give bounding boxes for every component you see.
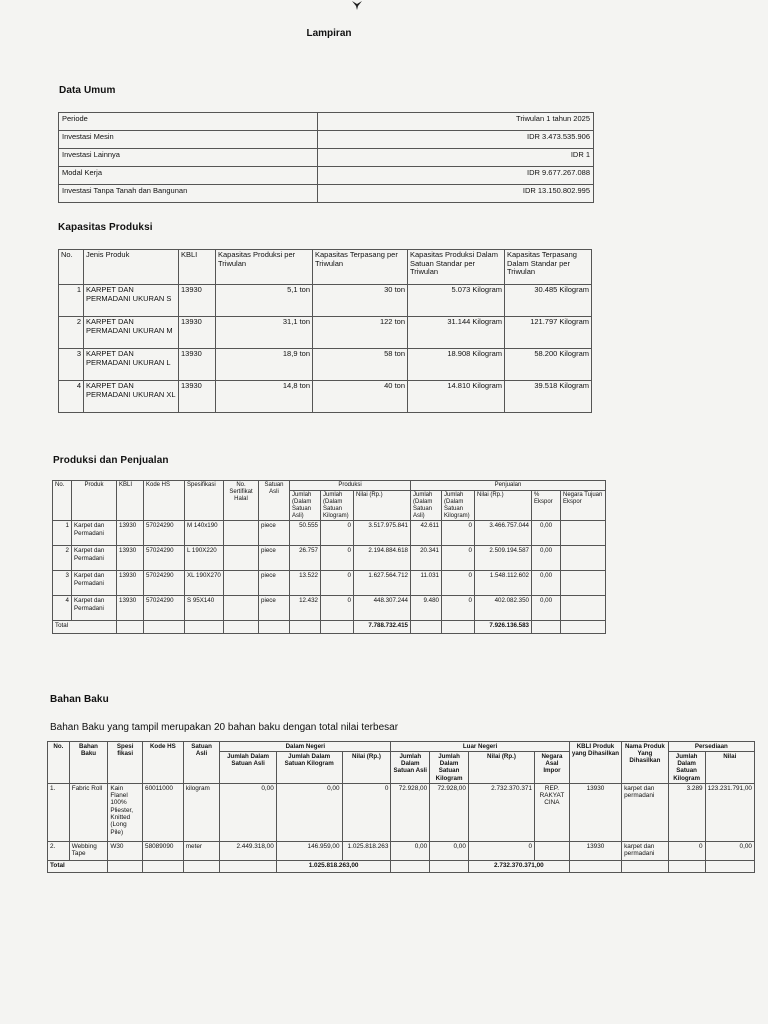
table-cell: kilogram — [183, 783, 220, 841]
table-cell: 30.485 Kilogram — [505, 285, 592, 317]
table-cell: 2.509.194.587 — [475, 546, 532, 571]
table-cell: 1.025.818.263 — [342, 841, 391, 860]
table-cell: 13930 — [117, 596, 144, 621]
table-cell — [224, 571, 259, 596]
table-cell: 58089090 — [143, 841, 184, 860]
table-row — [59, 149, 594, 167]
column-header: Kapasitas Produksi Dalam Satuan Standar per Triwulan — [408, 250, 505, 285]
column-header: Kapasitas Terpasang per Triwulan — [313, 250, 408, 285]
table-cell: M 140x190 — [185, 521, 224, 546]
column-header: No. — [48, 742, 70, 784]
table-cell: L 190X220 — [185, 546, 224, 571]
table-cell: 123.231.791,00 — [705, 783, 754, 841]
table-cell: 402.082.350 — [475, 596, 532, 621]
label-cell: Periode — [59, 113, 318, 131]
table-cell: 0,00 — [705, 841, 754, 860]
table-row — [59, 317, 592, 349]
table-cell: piece — [259, 546, 290, 571]
table-cell: 146.959,00 — [276, 841, 342, 860]
total-label: Total — [48, 860, 108, 872]
table-cell: 0,00 — [532, 546, 561, 571]
value-cell: IDR 1 — [318, 149, 594, 167]
value-cell: IDR 13.150.802.995 — [318, 185, 594, 203]
column-header: KBLI Produk yang Dihasilkan — [569, 742, 621, 784]
table-cell: 4 — [53, 596, 72, 621]
column-header: Jumlah (Dalam Satuan Asli) — [290, 490, 321, 521]
total-penjualan: 7.926.136.583 — [475, 621, 532, 634]
table-row — [48, 841, 755, 860]
table-cell: KARPET DAN PERMADANI UKURAN M — [84, 317, 179, 349]
label-cell: Investasi Lainnya — [59, 149, 318, 167]
column-header: Spesifikasi — [185, 481, 224, 521]
table-row — [59, 185, 594, 203]
table-cell: Karpet dan Permadani — [72, 546, 117, 571]
table-cell: 0 — [442, 521, 475, 546]
table-cell — [561, 521, 606, 546]
table-cell: 13930 — [117, 546, 144, 571]
table-cell: 0 — [342, 783, 391, 841]
table-row — [53, 596, 606, 621]
table-cell: 0 — [321, 571, 354, 596]
table-cell: 50.555 — [290, 521, 321, 546]
table-cell: 2.194.884.618 — [354, 546, 411, 571]
table-cell: 0 — [468, 841, 534, 860]
value-cell: IDR 3.473.535.906 — [318, 131, 594, 149]
table-row — [53, 571, 606, 596]
table-cell: 0 — [442, 596, 475, 621]
column-header: No. — [59, 250, 84, 285]
table-row — [53, 521, 606, 546]
table-cell: 13930 — [179, 317, 216, 349]
table-cell: 0,00 — [220, 783, 276, 841]
table-cell: 4 — [59, 381, 84, 413]
table-cell: XL 190X270 — [185, 571, 224, 596]
table-cell: 42.611 — [411, 521, 442, 546]
table-cell: 72.928,00 — [391, 783, 430, 841]
table-cell: 26.757 — [290, 546, 321, 571]
table-cell: Karpet dan Permadani — [72, 596, 117, 621]
table-cell: 0 — [442, 571, 475, 596]
table-cell: 13930 — [179, 285, 216, 317]
table-cell: 3 — [59, 349, 84, 381]
table-cell: 18,9 ton — [216, 349, 313, 381]
table-cell: 2.732.370.371 — [468, 783, 534, 841]
table-cell: 0 — [442, 546, 475, 571]
table-cell: 0 — [321, 546, 354, 571]
table-cell: Kain Flanel 100% Pliester, Knitted (Long Pile) — [108, 783, 143, 841]
table-cell: Karpet dan Permadani — [72, 521, 117, 546]
table-cell: 14,8 ton — [216, 381, 313, 413]
column-header: % Ekspor — [532, 490, 561, 521]
table-cell: 57024290 — [144, 546, 185, 571]
table-cell: 2. — [48, 841, 70, 860]
table-cell: 13930 — [117, 571, 144, 596]
column-header: Jenis Produk — [84, 250, 179, 285]
table-cell — [561, 546, 606, 571]
table-row — [53, 546, 606, 571]
table-row — [59, 381, 592, 413]
header-row — [48, 742, 755, 752]
column-header: Nilai (Rp.) — [475, 490, 532, 521]
table-cell: REP. RAKYAT CINA — [535, 783, 570, 841]
table-cell: piece — [259, 571, 290, 596]
table-row — [48, 783, 755, 841]
table-row — [59, 285, 592, 317]
column-group-header: Luar Negeri — [391, 742, 569, 752]
header-row — [53, 481, 606, 491]
table-cell: 40 ton — [313, 381, 408, 413]
table-cell: Webbing Tape — [69, 841, 108, 860]
column-header: Nilai (Rp.) — [468, 752, 534, 784]
table-cell: 121.797 Kilogram — [505, 317, 592, 349]
kapasitas-table — [58, 249, 592, 413]
bahan-baku-table — [47, 741, 755, 873]
table-cell: 122 ton — [313, 317, 408, 349]
table-cell: 448.307.244 — [354, 596, 411, 621]
column-header: KBLI — [179, 250, 216, 285]
heading-kapasitas: Kapasitas Produksi — [58, 222, 153, 233]
label-cell: Investasi Tanpa Tanah dan Bangunan — [59, 185, 318, 203]
column-header: Kode HS — [143, 742, 184, 784]
table-cell: 0 — [321, 596, 354, 621]
table-cell: 0 — [668, 841, 705, 860]
table-row — [59, 113, 594, 131]
table-cell: 0,00 — [391, 841, 430, 860]
total-dalam-negeri: 1.025.818.263,00 — [276, 860, 391, 872]
table-cell: Karpet dan Permadani — [72, 571, 117, 596]
column-group-header: Dalam Negeri — [220, 742, 391, 752]
total-luar-negeri: 2.732.370.371,00 — [468, 860, 569, 872]
column-header: Jumlah Dalam Satuan Kilogram — [276, 752, 342, 784]
table-cell: karpet dan permadani — [622, 783, 669, 841]
column-header: Jumlah Dalam Satuan Asli — [391, 752, 430, 784]
column-header: Spesi fikasi — [108, 742, 143, 784]
table-cell: piece — [259, 596, 290, 621]
table-cell: 0 — [321, 521, 354, 546]
total-label: Total — [53, 621, 117, 634]
table-cell: 12.432 — [290, 596, 321, 621]
table-cell: 1 — [53, 521, 72, 546]
table-cell: piece — [259, 521, 290, 546]
column-header: Nama Produk Yang Dihasilkan — [622, 742, 669, 784]
table-row — [59, 167, 594, 185]
table-cell: meter — [183, 841, 220, 860]
column-header: Produk — [72, 481, 117, 521]
table-cell: 30 ton — [313, 285, 408, 317]
table-cell: 3.517.975.841 — [354, 521, 411, 546]
table-cell: 1.548.112.602 — [475, 571, 532, 596]
column-header: Nilai (Rp.) — [354, 490, 411, 521]
table-cell — [535, 841, 570, 860]
table-cell: 2 — [53, 546, 72, 571]
total-produksi: 7.788.732.415 — [354, 621, 411, 634]
table-cell: 13930 — [179, 381, 216, 413]
value-cell: IDR 9.677.267.088 — [318, 167, 594, 185]
table-cell — [561, 571, 606, 596]
column-group-header: Produksi — [290, 481, 411, 491]
table-cell: 13930 — [179, 349, 216, 381]
table-cell: 57024290 — [144, 596, 185, 621]
table-row — [59, 349, 592, 381]
table-cell: 57024290 — [144, 521, 185, 546]
table-cell: 11.031 — [411, 571, 442, 596]
produksi-penjualan-table — [52, 480, 606, 634]
table-cell: S 95X140 — [185, 596, 224, 621]
table-cell: 1 — [59, 285, 84, 317]
table-cell: 0,00 — [532, 521, 561, 546]
table-cell: 60011000 — [143, 783, 184, 841]
column-header: Kapasitas Terpasang Dalam Standar per Triwulan — [505, 250, 592, 285]
data-umum-table — [58, 112, 594, 203]
table-cell: 58.200 Kilogram — [505, 349, 592, 381]
table-cell: 5,1 ton — [216, 285, 313, 317]
table-cell: 58 ton — [313, 349, 408, 381]
total-row — [48, 860, 755, 872]
page-title: Lampiran — [306, 28, 352, 39]
heading-produksi-penjualan: Produksi dan Penjualan — [53, 455, 169, 466]
table-cell: 13.522 — [290, 571, 321, 596]
table-cell: 72.928,00 — [430, 783, 469, 841]
table-cell: 1. — [48, 783, 70, 841]
table-cell: 20.341 — [411, 546, 442, 571]
column-header: Satuan Asli — [259, 481, 290, 521]
column-header: Kapasitas Produksi per Triwulan — [216, 250, 313, 285]
table-cell: 0,00 — [532, 596, 561, 621]
table-cell: 0,00 — [430, 841, 469, 860]
table-row — [59, 131, 594, 149]
heading-data-umum: Data Umum — [59, 85, 116, 96]
table-cell: KARPET DAN PERMADANI UKURAN L — [84, 349, 179, 381]
column-header: Bahan Baku — [69, 742, 108, 784]
column-header: Kode HS — [144, 481, 185, 521]
column-header: Negara Asal Impor — [535, 752, 570, 784]
heading-bahan-baku: Bahan Baku — [50, 694, 109, 705]
label-cell: Modal Kerja — [59, 167, 318, 185]
total-row — [53, 621, 606, 634]
table-cell: 31.144 Kilogram — [408, 317, 505, 349]
column-header: Nilai (Rp.) — [342, 752, 391, 784]
table-cell — [561, 596, 606, 621]
table-cell: 9.480 — [411, 596, 442, 621]
table-cell: 3.466.757.044 — [475, 521, 532, 546]
table-cell: 18.908 Kilogram — [408, 349, 505, 381]
column-header: Jumlah Dalam Satuan Kilogram — [668, 752, 705, 784]
column-header: Jumlah (Dalam Satuan Kilogram) — [321, 490, 354, 521]
column-header: Jumlah (Dalam Satuan Asli) — [411, 490, 442, 521]
table-cell: W30 — [108, 841, 143, 860]
bahan-baku-description: Bahan Baku yang tampil merupakan 20 bahan baku dengan total nilai terbesar — [50, 722, 399, 733]
header-row — [59, 250, 592, 285]
table-cell: 13930 — [117, 521, 144, 546]
table-cell: Fabric Roll — [69, 783, 108, 841]
table-cell: 39.518 Kilogram — [505, 381, 592, 413]
column-header: No. Sertifikat Halal — [224, 481, 259, 521]
value-cell: Triwulan 1 tahun 2025 — [318, 113, 594, 131]
table-cell — [224, 596, 259, 621]
column-header: Nilai — [705, 752, 754, 784]
column-group-header: Penjualan — [411, 481, 606, 491]
table-cell: 3.289 — [668, 783, 705, 841]
table-cell: KARPET DAN PERMADANI UKURAN S — [84, 285, 179, 317]
column-header: No. — [53, 481, 72, 521]
column-header: Jumlah Dalam Satuan Asli — [220, 752, 276, 784]
table-cell — [224, 546, 259, 571]
table-cell: 13930 — [569, 841, 621, 860]
table-cell: 0,00 — [532, 571, 561, 596]
table-cell: 1.627.564.712 — [354, 571, 411, 596]
table-cell: 14.810 Kilogram — [408, 381, 505, 413]
column-header: Jumlah Dalam Satuan Kilogram — [430, 752, 469, 784]
table-cell: karpet dan permadani — [622, 841, 669, 860]
pin-icon — [351, 0, 363, 10]
column-header: Satuan Asli — [183, 742, 220, 784]
table-cell: 2.449.318,00 — [220, 841, 276, 860]
table-cell — [224, 521, 259, 546]
table-cell: 57024290 — [144, 571, 185, 596]
label-cell: Investasi Mesin — [59, 131, 318, 149]
table-cell: 13930 — [569, 783, 621, 841]
table-cell: 3 — [53, 571, 72, 596]
table-cell: KARPET DAN PERMADANI UKURAN XL — [84, 381, 179, 413]
table-cell: 31,1 ton — [216, 317, 313, 349]
column-group-header: Persediaan — [668, 742, 754, 752]
table-cell: 5.073 Kilogram — [408, 285, 505, 317]
column-header: KBLI — [117, 481, 144, 521]
table-cell: 2 — [59, 317, 84, 349]
column-header: Jumlah (Dalam Satuan Kilogram) — [442, 490, 475, 521]
table-cell: 0,00 — [276, 783, 342, 841]
column-header: Negara Tujuan Ekspor — [561, 490, 606, 521]
